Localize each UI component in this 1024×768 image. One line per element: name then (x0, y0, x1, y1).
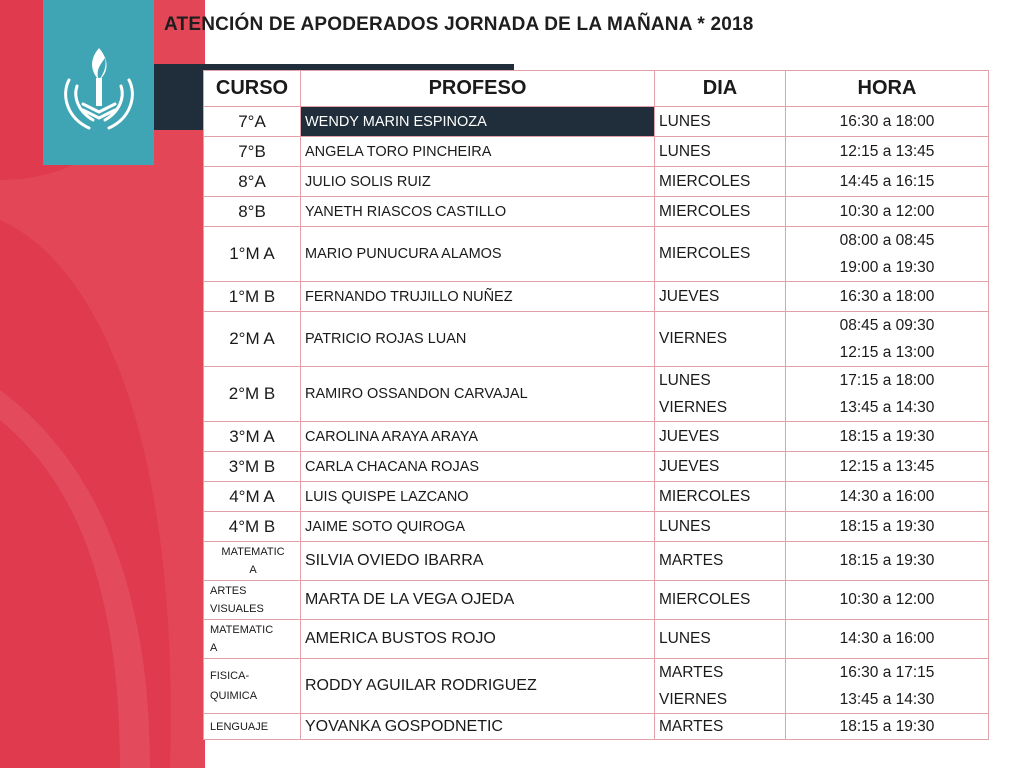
profesor-cell: PATRICIO ROJAS LUAN (301, 312, 655, 367)
profesor-cell: RODDY AGUILAR RODRIGUEZ (301, 659, 655, 714)
table-row (204, 482, 989, 512)
dia-cell: MIERCOLES (655, 581, 786, 620)
curso-cell (204, 542, 301, 581)
schedule-table (203, 70, 989, 740)
header-dia: DIA (655, 71, 786, 107)
profesor-cell: YOVANKA GOSPODNETIC (301, 714, 655, 740)
dia-cell: MIERCOLES (655, 197, 786, 227)
hora-cell (786, 367, 989, 422)
dia-line: VIERNES (659, 399, 728, 416)
dia-cell: VIERNES (655, 312, 786, 367)
hora-cell: 12:15 a 13:45 (786, 137, 989, 167)
curso-cell: 7°B (204, 137, 301, 167)
table-row (204, 714, 989, 740)
curso-cell: 4°M B (204, 512, 301, 542)
profesor-cell: MARIO PUNUCURA ALAMOS (301, 227, 655, 282)
dia-cell: JUEVES (655, 452, 786, 482)
profesor-cell: CAROLINA ARAYA ARAYA (301, 422, 655, 452)
church-logo-icon (49, 40, 149, 140)
curso-line: VISUALES (210, 603, 264, 615)
profesor-cell: CARLA CHACANA ROJAS (301, 452, 655, 482)
hora-line: 08:00 a 08:45 (839, 232, 935, 249)
hora-cell: 18:15 a 19:30 (786, 422, 989, 452)
hora-line: 19:00 a 19:30 (839, 259, 935, 276)
profesor-cell: JULIO SOLIS RUIZ (301, 167, 655, 197)
hora-line: 17:15 a 18:00 (839, 372, 935, 389)
dia-cell: MARTES (655, 714, 786, 740)
hora-cell: 16:30 a 18:00 (786, 107, 989, 137)
curso-cell: 3°M A (204, 422, 301, 452)
curso-cell: 8°A (204, 167, 301, 197)
profesor-cell: JAIME SOTO QUIROGA (301, 512, 655, 542)
dia-cell: LUNES (655, 107, 786, 137)
curso-cell: 2°M B (204, 367, 301, 422)
profesor-cell: RAMIRO OSSANDON CARVAJAL (301, 367, 655, 422)
curso-line: A (210, 642, 218, 654)
dia-cell: MIERCOLES (655, 482, 786, 512)
page-title: ATENCIÓN DE APODERADOS JORNADA DE LA MAÑANA * 2018 (164, 14, 754, 35)
dia-cell: LUNES (655, 620, 786, 659)
hora-cell: 18:15 a 19:30 (786, 542, 989, 581)
curso-cell: 1°M A (204, 227, 301, 282)
dia-cell: JUEVES (655, 282, 786, 312)
dia-cell: MIERCOLES (655, 167, 786, 197)
curso-line: FISICA- (210, 670, 250, 682)
table-row (204, 452, 989, 482)
profesor-cell: LUIS QUISPE LAZCANO (301, 482, 655, 512)
hora-line: 08:45 a 09:30 (839, 317, 935, 334)
dia-cell: JUEVES (655, 422, 786, 452)
table-row (204, 581, 989, 620)
profesor-cell: YANETH RIASCOS CASTILLO (301, 197, 655, 227)
hora-line: 12:15 a 13:00 (839, 344, 935, 361)
hora-cell: 14:45 a 16:15 (786, 167, 989, 197)
hora-cell: 18:15 a 19:30 (786, 714, 989, 740)
hora-line: 13:45 a 14:30 (839, 399, 935, 416)
dia-cell (655, 367, 786, 422)
dia-cell: LUNES (655, 137, 786, 167)
curso-line: ARTES (210, 585, 247, 597)
hora-cell: 14:30 a 16:00 (786, 620, 989, 659)
hora-cell (786, 227, 989, 282)
curso-line: MATEMATIC (221, 546, 285, 558)
hora-cell: 16:30 a 18:00 (786, 282, 989, 312)
curso-cell: 1°M B (204, 282, 301, 312)
table-row (204, 312, 989, 367)
hora-cell: 18:15 a 19:30 (786, 512, 989, 542)
curso-cell: LENGUAJE (204, 714, 301, 740)
curso-line: MATEMATIC (210, 624, 274, 636)
table-row (204, 422, 989, 452)
hora-cell (786, 312, 989, 367)
dia-cell: MARTES (655, 542, 786, 581)
dia-line: MARTES (659, 664, 724, 681)
profesor-cell: ANGELA TORO PINCHEIRA (301, 137, 655, 167)
dia-cell: MIERCOLES (655, 227, 786, 282)
table-row (204, 227, 989, 282)
profesor-cell: SILVIA OVIEDO IBARRA (301, 542, 655, 581)
curso-cell (204, 620, 301, 659)
header-curso: CURSO (204, 71, 301, 107)
curso-cell: 8°B (204, 197, 301, 227)
curso-cell: 3°M B (204, 452, 301, 482)
table-row (204, 167, 989, 197)
profesor-cell: FERNANDO TRUJILLO NUÑEZ (301, 282, 655, 312)
hora-cell: 10:30 a 12:00 (786, 197, 989, 227)
curso-cell: 2°M A (204, 312, 301, 367)
table-row (204, 620, 989, 659)
dia-line: LUNES (659, 372, 711, 389)
dia-line: VIERNES (659, 691, 728, 708)
curso-cell (204, 659, 301, 714)
hora-line: 16:30 a 17:15 (839, 664, 935, 681)
profesor-cell: MARTA DE LA VEGA OJEDA (301, 581, 655, 620)
table-row (204, 107, 989, 137)
curso-cell: 7°A (204, 107, 301, 137)
hora-line: 13:45 a 14:30 (839, 691, 935, 708)
hora-cell: 14:30 a 16:00 (786, 482, 989, 512)
dia-cell (655, 659, 786, 714)
profesor-cell: AMERICA BUSTOS ROJO (301, 620, 655, 659)
curso-line: QUIMICA (210, 690, 258, 702)
table-row (204, 137, 989, 167)
curso-line: A (249, 564, 257, 576)
logo-panel (43, 0, 154, 165)
header-hora: HORA (786, 71, 989, 107)
table-row (204, 542, 989, 581)
curso-cell (204, 581, 301, 620)
hora-cell (786, 659, 989, 714)
table-row (204, 282, 989, 312)
curso-cell: 4°M A (204, 482, 301, 512)
table-row (204, 659, 989, 714)
header-row (204, 71, 989, 107)
dia-cell: LUNES (655, 512, 786, 542)
hora-cell: 10:30 a 12:00 (786, 581, 989, 620)
profesor-cell: WENDY MARIN ESPINOZA (301, 107, 655, 137)
table-row (204, 367, 989, 422)
table-row (204, 197, 989, 227)
hora-cell: 12:15 a 13:45 (786, 452, 989, 482)
table-row (204, 512, 989, 542)
header-profesor: PROFESO (301, 71, 655, 107)
